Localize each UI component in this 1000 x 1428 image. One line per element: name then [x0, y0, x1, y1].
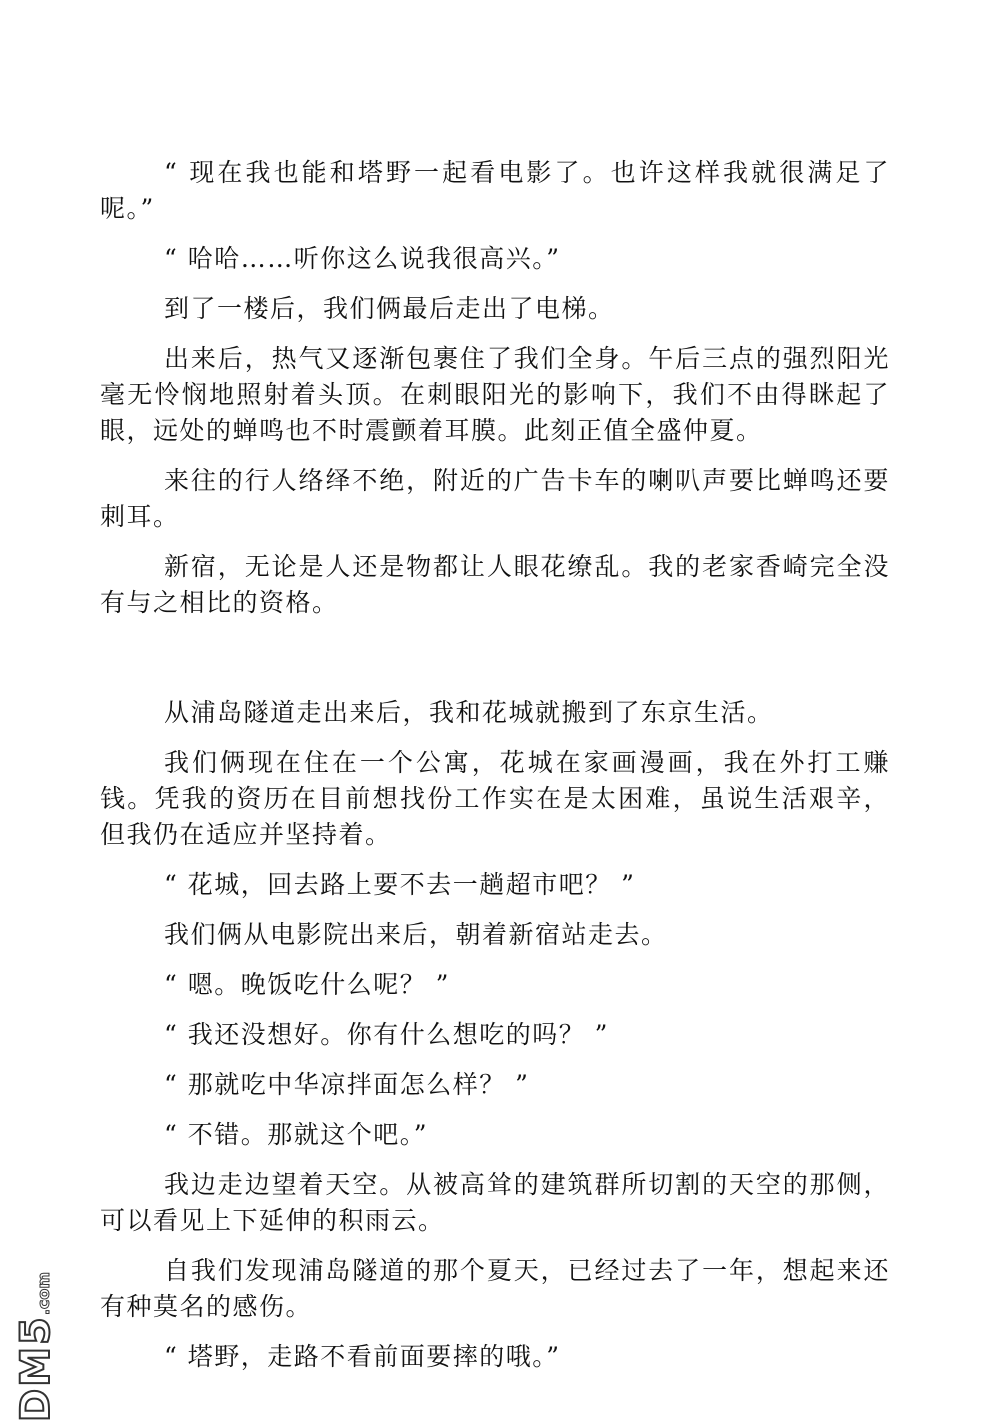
scene-break: [100, 635, 890, 695]
paragraph: 出来后，热气又逐渐包裹住了我们全身。午后三点的强烈阳光毫无怜悯地照射着头顶。在刺眼阳光的影响下，我们不由得眯起了眼，远处的蝉鸣也不时震颤着耳膜。此刻正值全盛仲夏。: [100, 344, 890, 445]
paragraph: “ 我还没想好。你有什么想吃的吗？ ”: [164, 1020, 609, 1049]
paragraph: 我们俩从电影院出来后，朝着新宿站走去。: [164, 920, 668, 949]
paragraph: “ 花城，回去路上要不去一趟超市吧？ ”: [164, 870, 636, 899]
paragraph: 到了一楼后，我们俩最后走出了电梯。: [164, 294, 615, 323]
paragraph: 自我们发现浦岛隧道的那个夏天，已经过去了一年，想起来还有种莫名的感伤。: [100, 1256, 890, 1321]
paragraph: 我们俩现在住在一个公寓，花城在家画漫画，我在外打工赚钱。凭我的资历在目前想找份工作实在是太困难，虽说生活艰辛，但我仍在适应并坚持着。: [100, 748, 890, 849]
paragraph: 来往的行人络绎不绝，附近的广告卡车的喇叭声要比蝉鸣还要刺耳。: [100, 466, 890, 531]
paragraph: “ 塔野，走路不看前面要摔的哦。”: [164, 1342, 561, 1371]
watermark-text: [6, 1272, 66, 1422]
paragraph: 从浦岛隧道走出来后，我和花城就搬到了东京生活。: [164, 698, 774, 727]
paragraph: “ 那就吃中华凉拌面怎么样？ ”: [164, 1070, 530, 1099]
paragraph: “ 嗯。晚饭吃什么呢？ ”: [164, 970, 450, 999]
paragraph: 我边走边望着天空。从被高耸的建筑群所切割的天空的那侧，可以看见上下延伸的积雨云。: [100, 1170, 890, 1235]
watermark-main: DM5: [13, 1315, 59, 1422]
watermark-suffix: .com: [34, 1271, 53, 1316]
paragraph: 新宿，无论是人还是物都让人眼花缭乱。我的老家香崎完全没有与之相比的资格。: [100, 552, 890, 617]
text-body: [100, 155, 890, 1389]
paragraph: “ 哈哈……听你这么说我很高兴。”: [164, 244, 561, 273]
dm5-watermark-logo: [6, 1272, 66, 1422]
paragraph: “ 现在我也能和塔野一起看电影了。也许这样我就很满足了呢。”: [100, 158, 890, 223]
paragraph: “ 不错。那就这个吧。”: [164, 1120, 429, 1149]
